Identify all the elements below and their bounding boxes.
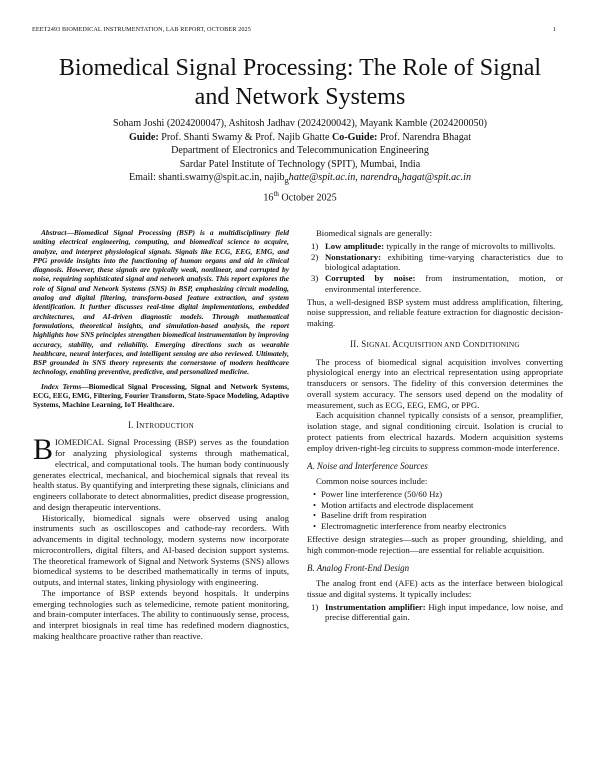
subsection-heading-afe: B. Analog Front-End Design — [307, 563, 410, 574]
email-sub: g — [284, 176, 289, 186]
noise-strategies: Effective design strategies—such as proper grounding, shielding, and high common-mode rejection—are essential for reliable acquisition. — [307, 533, 563, 555]
dropcap-letter: B — [33, 433, 54, 467]
afe-components-list — [307, 602, 563, 624]
index-terms-text: Biomedical Signal Processing, Signal and Network Systems, ECG, EEG, EMG, Filtering, Fourier Transform, State-Space Modeling, Adaptive Systems, Machine Learning, IoT Healthcare. — [33, 381, 289, 410]
noise-sources-list — [307, 489, 563, 532]
sec1-first: I — [135, 419, 140, 430]
acq-paragraph-2: Each acquisition channel typically consists of a sensor, preamplifier, isolation stage, and signal conditioning circuit. Isolation is crucial to protect patients from electrical hazards. Modern acquisition systems employ driven-right-leg circuits to suppress common-mode interference. — [307, 410, 563, 453]
running-head-title: EEET2493 BIOMEDICAL INSTRUMENTATION, LAB REPORT, OCTOBER 2025 — [32, 26, 251, 33]
right-column — [307, 228, 563, 625]
signal-properties-list — [307, 241, 563, 295]
list-item: 1) Instrumentation amplifier: High input impedance, low noise, and precise differential gain. — [311, 601, 563, 623]
bullet-icon: • — [313, 488, 317, 499]
author-names: Soham Joshi (2024200047), Ashitosh Jadhav (2024200042), Mayank Kamble (2024200050) — [113, 118, 487, 129]
date-sup: th — [273, 189, 279, 198]
coguide-label: Co-Guide: — [331, 131, 378, 143]
intro-paragraph-5: Thus, a well-designed BSP system must address amplification, filtering, noise suppression, and reliable feature extraction for diagnostic decision-making. — [307, 296, 563, 328]
list-item: • Power line interference (50/60 Hz) — [313, 488, 443, 499]
email-end: hagat@spit.ac.in — [401, 172, 472, 184]
author-block — [30, 117, 570, 205]
list-item: 2) Nonstationary: exhibiting time-varying characteristics due to biological adaptation. — [311, 251, 564, 273]
sec1-num: I. — [127, 419, 134, 430]
running-head — [32, 26, 556, 33]
page-number: 1 — [552, 26, 556, 33]
date-day: 16 — [263, 192, 274, 204]
afe-paragraph: The analog front end (AFE) acts as the interface between biological tissue and digital systems. It typically includes: — [307, 578, 563, 599]
sec1-rest: NTRODUCTION — [139, 420, 195, 430]
intro-paragraph-4: Biomedical signals are generally: — [316, 228, 433, 238]
index-terms-label: Index Terms — [41, 381, 82, 391]
subsection-heading-noise: A. Noise and Interference Sources — [307, 461, 428, 472]
section-heading-introduction — [33, 420, 289, 432]
acq-paragraph-1: The process of biomedical signal acquisition involves converting physiological energy into an electrical representation using appropriate transducers or sensors. The fidelity of this conversion determines the overall system accuracy. The sensors used depend on the modality of measurement, such as ECG, EEG, EMG, or PPG. — [307, 356, 563, 410]
email-prefix: Email: shanti.swamy@spit.ac.in, najib — [128, 172, 285, 184]
index-terms: Index Terms—Biomedical Signal Processing, Signal and Network Systems, ECG, EEG, EMG, Filtering, Fourier Transform, State-Space Modeling, Adaptive Systems, Machine Learning, IoT Healthcare. — [33, 381, 289, 410]
email-mid: hatte@spit.ac.in, narendra — [288, 172, 398, 184]
email-line — [30, 171, 570, 188]
noise-intro: Common noise sources include: — [316, 476, 428, 486]
sec2-num: II. — [350, 338, 359, 349]
guide-label: Guide: — [128, 131, 159, 143]
date-rest: October 2025 — [281, 192, 337, 204]
date-line — [30, 188, 570, 205]
abstract-label: Abstract — [41, 228, 67, 237]
guide-line — [30, 131, 570, 145]
guide-names: Prof. Shanti Swamy & Prof. Najib Ghatte — [161, 131, 330, 143]
list-item: • Baseline drift from respiration — [313, 510, 427, 521]
section-heading-acquisition: II. SIGNAL ACQUISITION AND CONDITIONING — [350, 338, 520, 349]
left-column — [33, 228, 289, 642]
intro-paragraph-2: Historically, biomedical signals were observed using analog instruments such as oscilloscopes and cathode-ray recorders. With advancements in digital technology, modern systems now incorporate microcontrollers, digital filters, and AI-based decision support systems. The theoretical framework of Signal and Network Systems (SNS) allows biomedical systems to be described mathematically in terms of inputs, outputs, and internal states, linking physiology with engineering. — [33, 512, 289, 588]
intro-paragraph-1 — [33, 433, 289, 512]
coguide-name: Prof. Narendra Bhagat — [379, 131, 472, 143]
department: Department of Electronics and Telecommunication Engineering — [171, 145, 429, 157]
abstract: Abstract—Biomedical Signal Processing (BSP) is a multidisciplinary field uniting electrical engineering, computing, and biomedical science to acquire, analyze, and interpret physiological signals. Signals like ECG, EEG, EMG, and PPG provide insights into the functioning of human organs and aid in clinical diagnosis. However, these signals are typically weak, nonlinear, and corrupted by noise, requiring sophisticated signal and network analysis. This report explores the role of Signal and Network Systems (SNS) in BSP, emphasizing circuit modeling, analog and digital filtering, transform-based feature extraction, and system identification. It further discusses real-time digital implementations, embedded architectures, and AI-driven diagnostic models. Through mathematical formulations, theoretical insights, and simulation-based analysis, the report highlights how SNS principles strengthen biomedical instrumentation by improving accuracy, stability, and reliability. Emerging directions such as wearable healthcare, neural interfaces, and intelligent sensing are also reviewed. Ultimately, BSP grounded in SNS theory represents the cornerstone of modern healthcare technology, enabling preventive, predictive, and personalized medicine. — [33, 228, 289, 377]
email-sub2: b — [397, 176, 402, 186]
bullet-icon: • — [313, 521, 317, 531]
bullet-icon: • — [313, 510, 317, 521]
bullet-icon: • — [313, 499, 317, 510]
list-item: 1) Low amplitude: typically in the range of microvolts to millivolts. — [311, 240, 556, 251]
intro-p1-text: IOMEDICAL Signal Processing (BSP) serves as the foundation for analyzing physiological systems through mathematical, electrical, and computational tools. The human body continuously generates electrical, mechanical, and biochemical signals that reveal its health status. By quantifying and interpreting these signals, clinicians and engineers collaborate to detect abnormalities, predict disease progression, and design therapeutic interventions. — [33, 437, 289, 512]
list-item: 3) Corrupted by noise: from instrumentation, motion, or environmental interference. — [311, 273, 563, 294]
list-item: • Motion artifacts and electrode displacement — [313, 499, 474, 510]
list-item: • Electromagnetic interference from nearby electronics — [313, 521, 507, 531]
abstract-text: Biomedical Signal Processing (BSP) is a multidisciplinary field uniting electrical engineering, computing, and biomedical science to acquire, analyze, and interpret physiological signals. Signals like ECG, EEG, EMG, and PPG provide insights into the functioning of human organs and aid in clinical diagnosis. However, these signals are typically weak, nonlinear, and corrupted by noise, requiring sophisticated signal and network analysis. This report explores the role of Signal and Network Systems (SNS) in BSP, emphasizing circuit modeling, analog and digital filtering, transform-based feature extraction, and system identification. It further discusses real-time digital implementations, embedded architectures, and AI-driven diagnostic models. Through mathematical formulations, theoretical insights, and simulation-based analysis, the report highlights how SNS principles strengthen biomedical instrumentation by improving accuracy, stability, and reliability. Emerging directions such as wearable healthcare, neural interfaces, and intelligent sensing are also reviewed. Ultimately, BSP grounded in SNS theory represents the cornerstone of modern healthcare technology, enabling preventive, predictive, and personalized medicine. — [33, 228, 289, 377]
institute: Sardar Patel Institute of Technology (SPIT), Mumbai, India — [179, 158, 421, 170]
paper-title: Biomedical Signal Processing: The Role of Signal and Network Systems — [58, 55, 542, 110]
intro-paragraph-3: The importance of BSP extends beyond hospitals. It underpins emerging technologies such as telemedicine, remote patient monitoring, and brain-computer interfaces. The ability to continuously sense, process, and interpret biosignals in real time has redefined modern diagnostics, making healthcare proactive rather than reactive. — [33, 587, 289, 641]
